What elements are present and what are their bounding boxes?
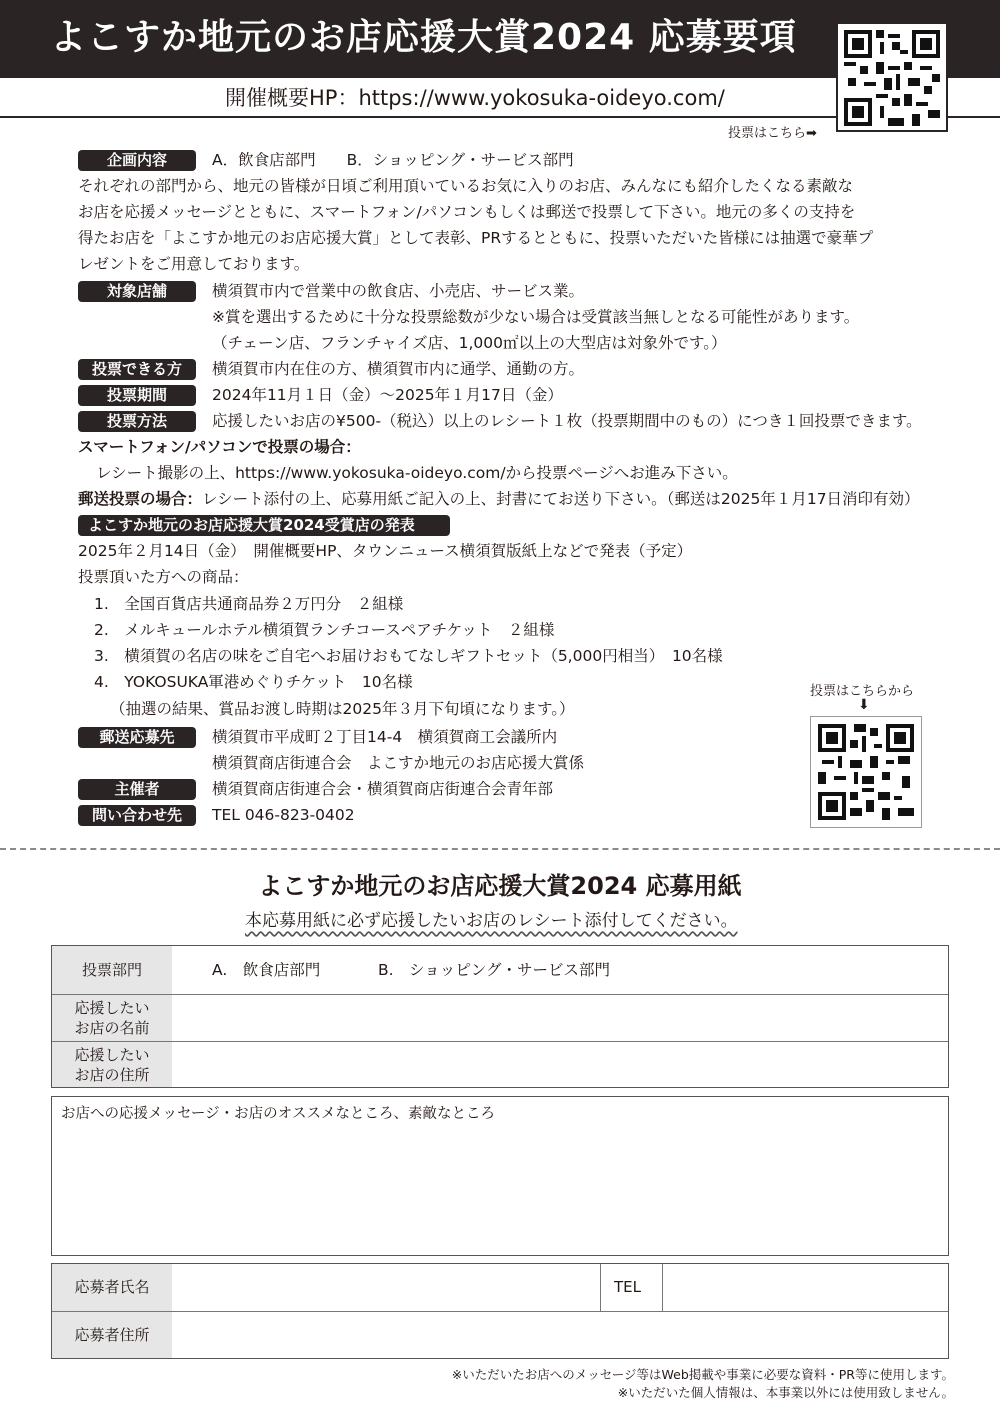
target-line: ※賞を選出するために十分な投票総数が少ない場合は受賞該当無しとなる可能性があります。 xyxy=(212,308,860,326)
mail-vote-line xyxy=(78,488,920,510)
prizes-note: （抽選の結果、賞品お渡し時期は2025年３月下旬頃になります。） xyxy=(110,700,575,718)
plan-body-line: お店を応援メッセージとともに、スマートフォン/パソコンもしくは郵送で投票して下さい。地元の多くの支持を xyxy=(78,203,856,221)
mailto-line2: 横須賀商店街連合会 よこすか地元のお店応援大賞係 xyxy=(212,754,585,772)
message-field[interactable] xyxy=(51,1096,949,1256)
label-voters: 投票できる方 xyxy=(78,359,196,380)
organizer-text: 横須賀商店街連合会・横須賀商店街連合会青年部 xyxy=(212,780,554,798)
applicant-name-field[interactable] xyxy=(173,1264,600,1311)
shop-name-label-line: 応援したい xyxy=(74,999,150,1017)
method-text: 応援したいお店の¥500-（税込）以上のレシート１枚（投票期間中のもの）につき１回投票できます。 xyxy=(212,412,922,430)
qr-code-icon xyxy=(844,30,940,126)
label-announce: よこすか地元のお店応援大賞2024受賞店の発表 xyxy=(78,515,450,536)
form-subtitle: 本応募用紙に必ず応援したいお店のレシート添付してください。 xyxy=(245,911,738,931)
plan-body-line: 得たお店を「よこすか地元のお店応援大賞」として表彰、PRするとともに、投票いただいた皆様には抽選で豪華プ xyxy=(78,229,874,247)
smartphone-text: レシート撮影の上、https://www.yokosuka-oideyo.com/から投票ページへお進み下さい。 xyxy=(96,464,738,482)
applicant-name-label: 応募者氏名 xyxy=(52,1264,172,1311)
shop-name-label xyxy=(52,995,172,1041)
announce-text: 2025年２月14日（金） 開催概要HP、タウンニュース横須賀版紙上などで発表（予定） xyxy=(78,542,693,560)
mailto-line1: 横須賀市平成町２丁目14-4 横須賀商工会議所内 xyxy=(212,728,558,746)
division-option-a[interactable]: A. 飲食店部門 xyxy=(212,961,321,979)
prize-item: 1. 全国百貨店共通商品券２万円分 ２組様 xyxy=(94,595,404,613)
target-line: 横須賀市内で営業中の飲食店、小売店、サービス業。 xyxy=(212,282,585,300)
label-contact: 問い合わせ先 xyxy=(78,805,196,826)
qr-code-bottom[interactable] xyxy=(810,716,922,828)
arrow-down-icon: ⬇ xyxy=(858,697,870,713)
plan-body-line: レゼントをご用意しております。 xyxy=(78,255,310,273)
period-text: 2024年11月１日（金）〜2025年１月17日（金） xyxy=(212,386,563,404)
shop-address-label-line: お店の住所 xyxy=(74,1066,150,1084)
division-label: 投票部門 xyxy=(52,946,172,994)
qr-label-top: 投票はこちら➡ xyxy=(728,126,817,141)
tel-label: TEL xyxy=(614,1278,641,1296)
target-line: （チェーン店、フランチャイズ店、1,000㎡以上の大型店は対象外です。） xyxy=(212,334,727,352)
qr-code-icon xyxy=(818,724,914,820)
shop-name-label-line: お店の名前 xyxy=(74,1019,150,1037)
label-organizer: 主催者 xyxy=(78,779,196,800)
division-option-b[interactable]: B. ショッピング・サービス部門 xyxy=(378,961,610,979)
label-target: 対象店舗 xyxy=(78,281,196,302)
footnote: ※いただいた個人情報は、本事業以外には使用致しません。 xyxy=(617,1385,954,1400)
mail-text: レシート添付の上、応募用紙ご記入の上、封書にてお送り下さい。（郵送は2025年１月17日消印有効） xyxy=(202,490,920,508)
label-period: 投票期間 xyxy=(78,385,196,406)
applicant-address-field[interactable] xyxy=(173,1312,948,1358)
shop-address-label xyxy=(52,1042,172,1087)
mail-heading: 郵送投票の場合： xyxy=(78,490,203,508)
page-title: よこすか地元のお店応援大賞2024 応募要項 xyxy=(50,17,797,58)
shop-address-label-line: 応援したい xyxy=(74,1046,150,1064)
col-divider xyxy=(600,1264,601,1311)
prizes-heading: 投票頂いた方への商品： xyxy=(78,568,249,586)
cut-line xyxy=(0,848,1000,850)
label-plan: 企画内容 xyxy=(78,150,196,171)
plan-divisions: A．飲食店部門 B．ショッピング・サービス部門 xyxy=(212,151,574,169)
form-table-applicant xyxy=(51,1263,949,1359)
form-table-shop xyxy=(51,945,949,1088)
plan-body-line: それぞれの部門から、地元の皆様が日頃ご利用頂いているお気に入りのお店、みんなにも紹介したくなる素敵な xyxy=(78,177,854,195)
qr-label-bottom: 投票はこちらから xyxy=(810,684,915,699)
prize-item: 4. YOKOSUKA軍港めぐりチケット 10名様 xyxy=(94,673,413,691)
prize-item: 2. メルキュールホテル横須賀ランチコースペアチケット ２組様 xyxy=(94,621,555,639)
form-title: よこすか地元のお店応援大賞2024 応募用紙 xyxy=(258,872,742,900)
shop-name-field[interactable] xyxy=(173,995,948,1041)
tel-field[interactable] xyxy=(663,1264,948,1311)
footnote: ※いただいたお店へのメッセージ等はWeb掲載や事業に必要な資料・PR等に使用します。 xyxy=(451,1367,954,1382)
applicant-address-label: 応募者住所 xyxy=(52,1312,172,1358)
label-mailto: 郵送応募先 xyxy=(78,727,196,748)
homepage-url[interactable]: 開催概要HP：https://www.yokosuka-oideyo.com/ xyxy=(225,86,725,110)
voters-text: 横須賀市内在住の方、横須賀市内に通学、通勤の方。 xyxy=(212,360,585,378)
contact-text[interactable]: TEL 046-823-0402 xyxy=(212,806,355,824)
shop-address-field[interactable] xyxy=(173,1042,948,1087)
qr-code-top[interactable] xyxy=(836,22,948,132)
label-method: 投票方法 xyxy=(78,411,196,432)
prize-item: 3. 横須賀の名店の味をご自宅へお届けおもてなしギフトセット（5,000円相当） 10名様 xyxy=(94,647,723,665)
message-label: お店への応援メッセージ・お店のオススメなところ、素敵なところ xyxy=(61,1106,495,1122)
smartphone-heading: スマートフォン/パソコンで投票の場合： xyxy=(78,438,361,456)
